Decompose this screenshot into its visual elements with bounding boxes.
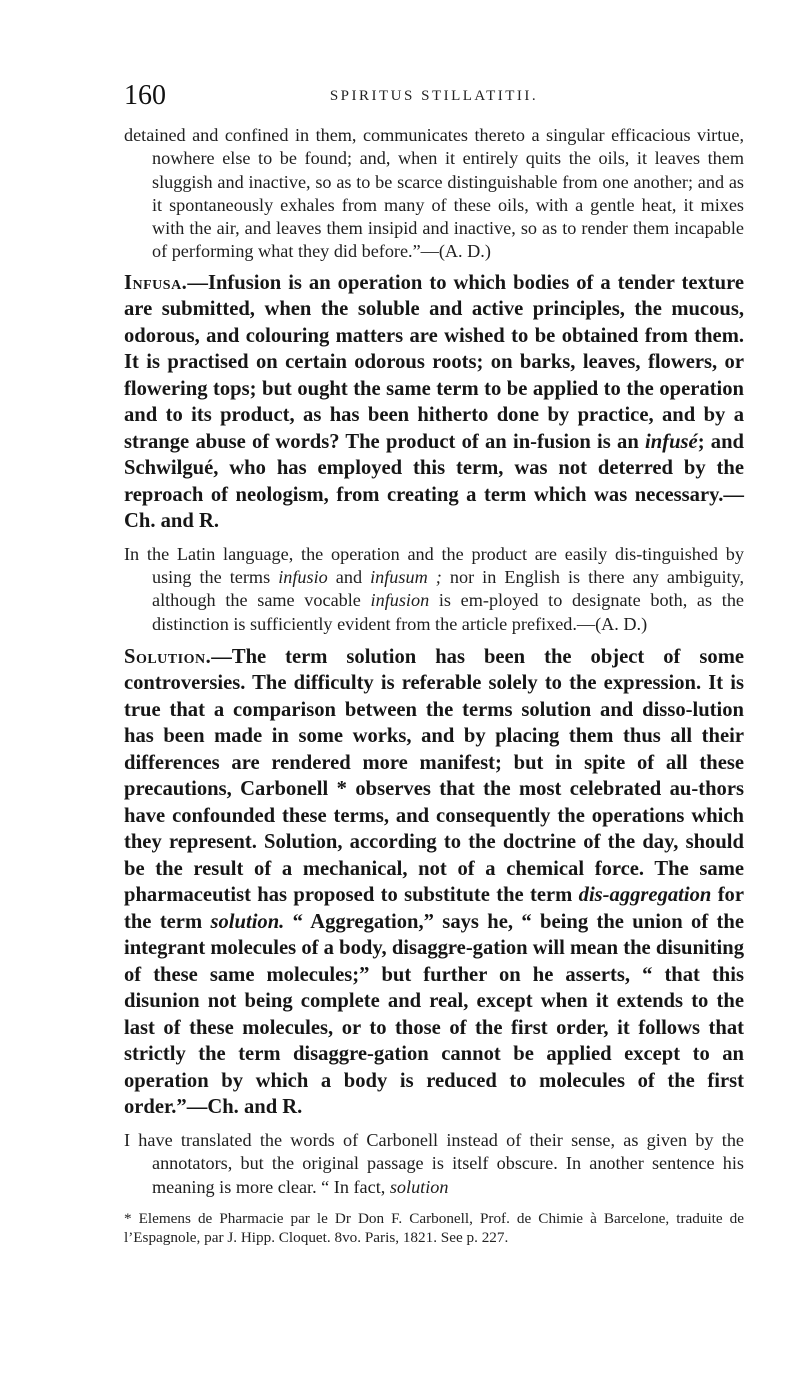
term-disaggregation: dis-aggregation xyxy=(578,884,712,907)
paragraph-text: for the term xyxy=(124,884,744,933)
paragraph-text: —The term solution has been the object of some controversies. The difficulty is referable solely to the expression. It is true that a comparison between the terms solution and disso-lution has been made in some works, and by placing them thus all their differences are rendered more manifest; but in spite of all these precautions, Carbonell * observes that the most celebrated au-thors have confounded these terms, and consequently the operations which they represent. Solution, according to the doctrine of the day, should be the result of a mechanical, not of a chemical force. The same pharmaceutist has proposed to substitute the term xyxy=(124,645,744,907)
footnote: * Elemens de Pharmacie par le Dr Don F. Carbonell, Prof. de Chimie à Barcelone, traduite de l’Espagnole, par J. Hipp. Cloquet. 8vo. Paris, 1821. See p. 227. xyxy=(124,1209,744,1247)
page-header xyxy=(124,80,744,116)
paragraph-quote-continuation xyxy=(124,124,744,264)
paragraph-text: —Infusion is an operation to which bodies of a tender texture are submitted, when the soluble and active principles, the mucous, odorous, and colouring matters are wished to be obtained from them. It is practised on certain odorous roots; on barks, leaves, flowers, or flowering tops; but ought the same term to be applied to the operation and to its product, as has been hitherto done by practice, and by a strange abuse of words? The product of an in-fusion is an xyxy=(124,271,744,453)
page-body xyxy=(124,124,744,1248)
paragraph-text: In the Latin language, the operation and the product are easily dis-tinguished by using the terms xyxy=(124,543,744,588)
term-infusion: infusion xyxy=(370,590,430,611)
paragraph-solution xyxy=(124,644,744,1121)
paragraph-translator-note xyxy=(124,1129,744,1199)
paragraph-latin-note xyxy=(124,543,744,636)
term-solution: solution. xyxy=(210,910,285,933)
paragraph-text: I have translated the words of Carbonell instead of their sense, as given by the annotators, but the original passage is itself obscure. In another sentence his meaning is more clear. “ In fact, xyxy=(124,1129,744,1197)
running-head: SPIRITUS STILLATITII. xyxy=(329,88,539,104)
paragraph-text: “ Aggregation,” says he, “ being the union of the integrant molecules of a body, disaggre-gation will mean the disuniting of these same molecules;” but further on he asserts, “ that this disunion not being complete and real, except when it extends to the last of these molecules, or to those of the first order, it follows that strictly the term disaggre-gation cannot be applied except to an operation by which a body is reduced to molecules of the first order.”—Ch. and R. xyxy=(124,910,744,1119)
page-number: 160 xyxy=(124,80,166,111)
term-infusum: infusum ; xyxy=(370,567,442,588)
paragraph-text: and xyxy=(327,567,371,588)
paragraph-text: ; and Schwilgué, who has employed this term, was not deterred by the reproach of neologism, from creating a term which was necessary.—Ch. and R. xyxy=(124,430,744,533)
term-infuse: infusé xyxy=(645,430,698,453)
section-head-solution: Solution. xyxy=(124,645,212,668)
paragraph-text: detained and confined in them, communicates thereto a singular efficacious virtue, nowhere else to be found; and, when it entirely quits the oils, it leaves them sluggish and inactive, so as to be scarce distinguishable from one another; and as it spontaneously exhales from many of these oils, with a gentle heat, it mixes with the air, and leaves them insipid and inactive, so as to render them incapable of performing what they did before.”—(A. D.) xyxy=(124,125,744,262)
paragraph-text: is em-ployed to designate both, as the distinction is sufficiently evident from the article prefixed.—(A. D.) xyxy=(152,590,744,634)
section-head-infusa: Infusa. xyxy=(124,271,188,294)
term-infusio: infusio xyxy=(278,567,328,588)
paragraph-text: nor in English is there any ambiguity, although the same vocable xyxy=(152,567,745,611)
paragraph-infusa xyxy=(124,270,744,535)
term-solution: solution xyxy=(389,1176,449,1197)
